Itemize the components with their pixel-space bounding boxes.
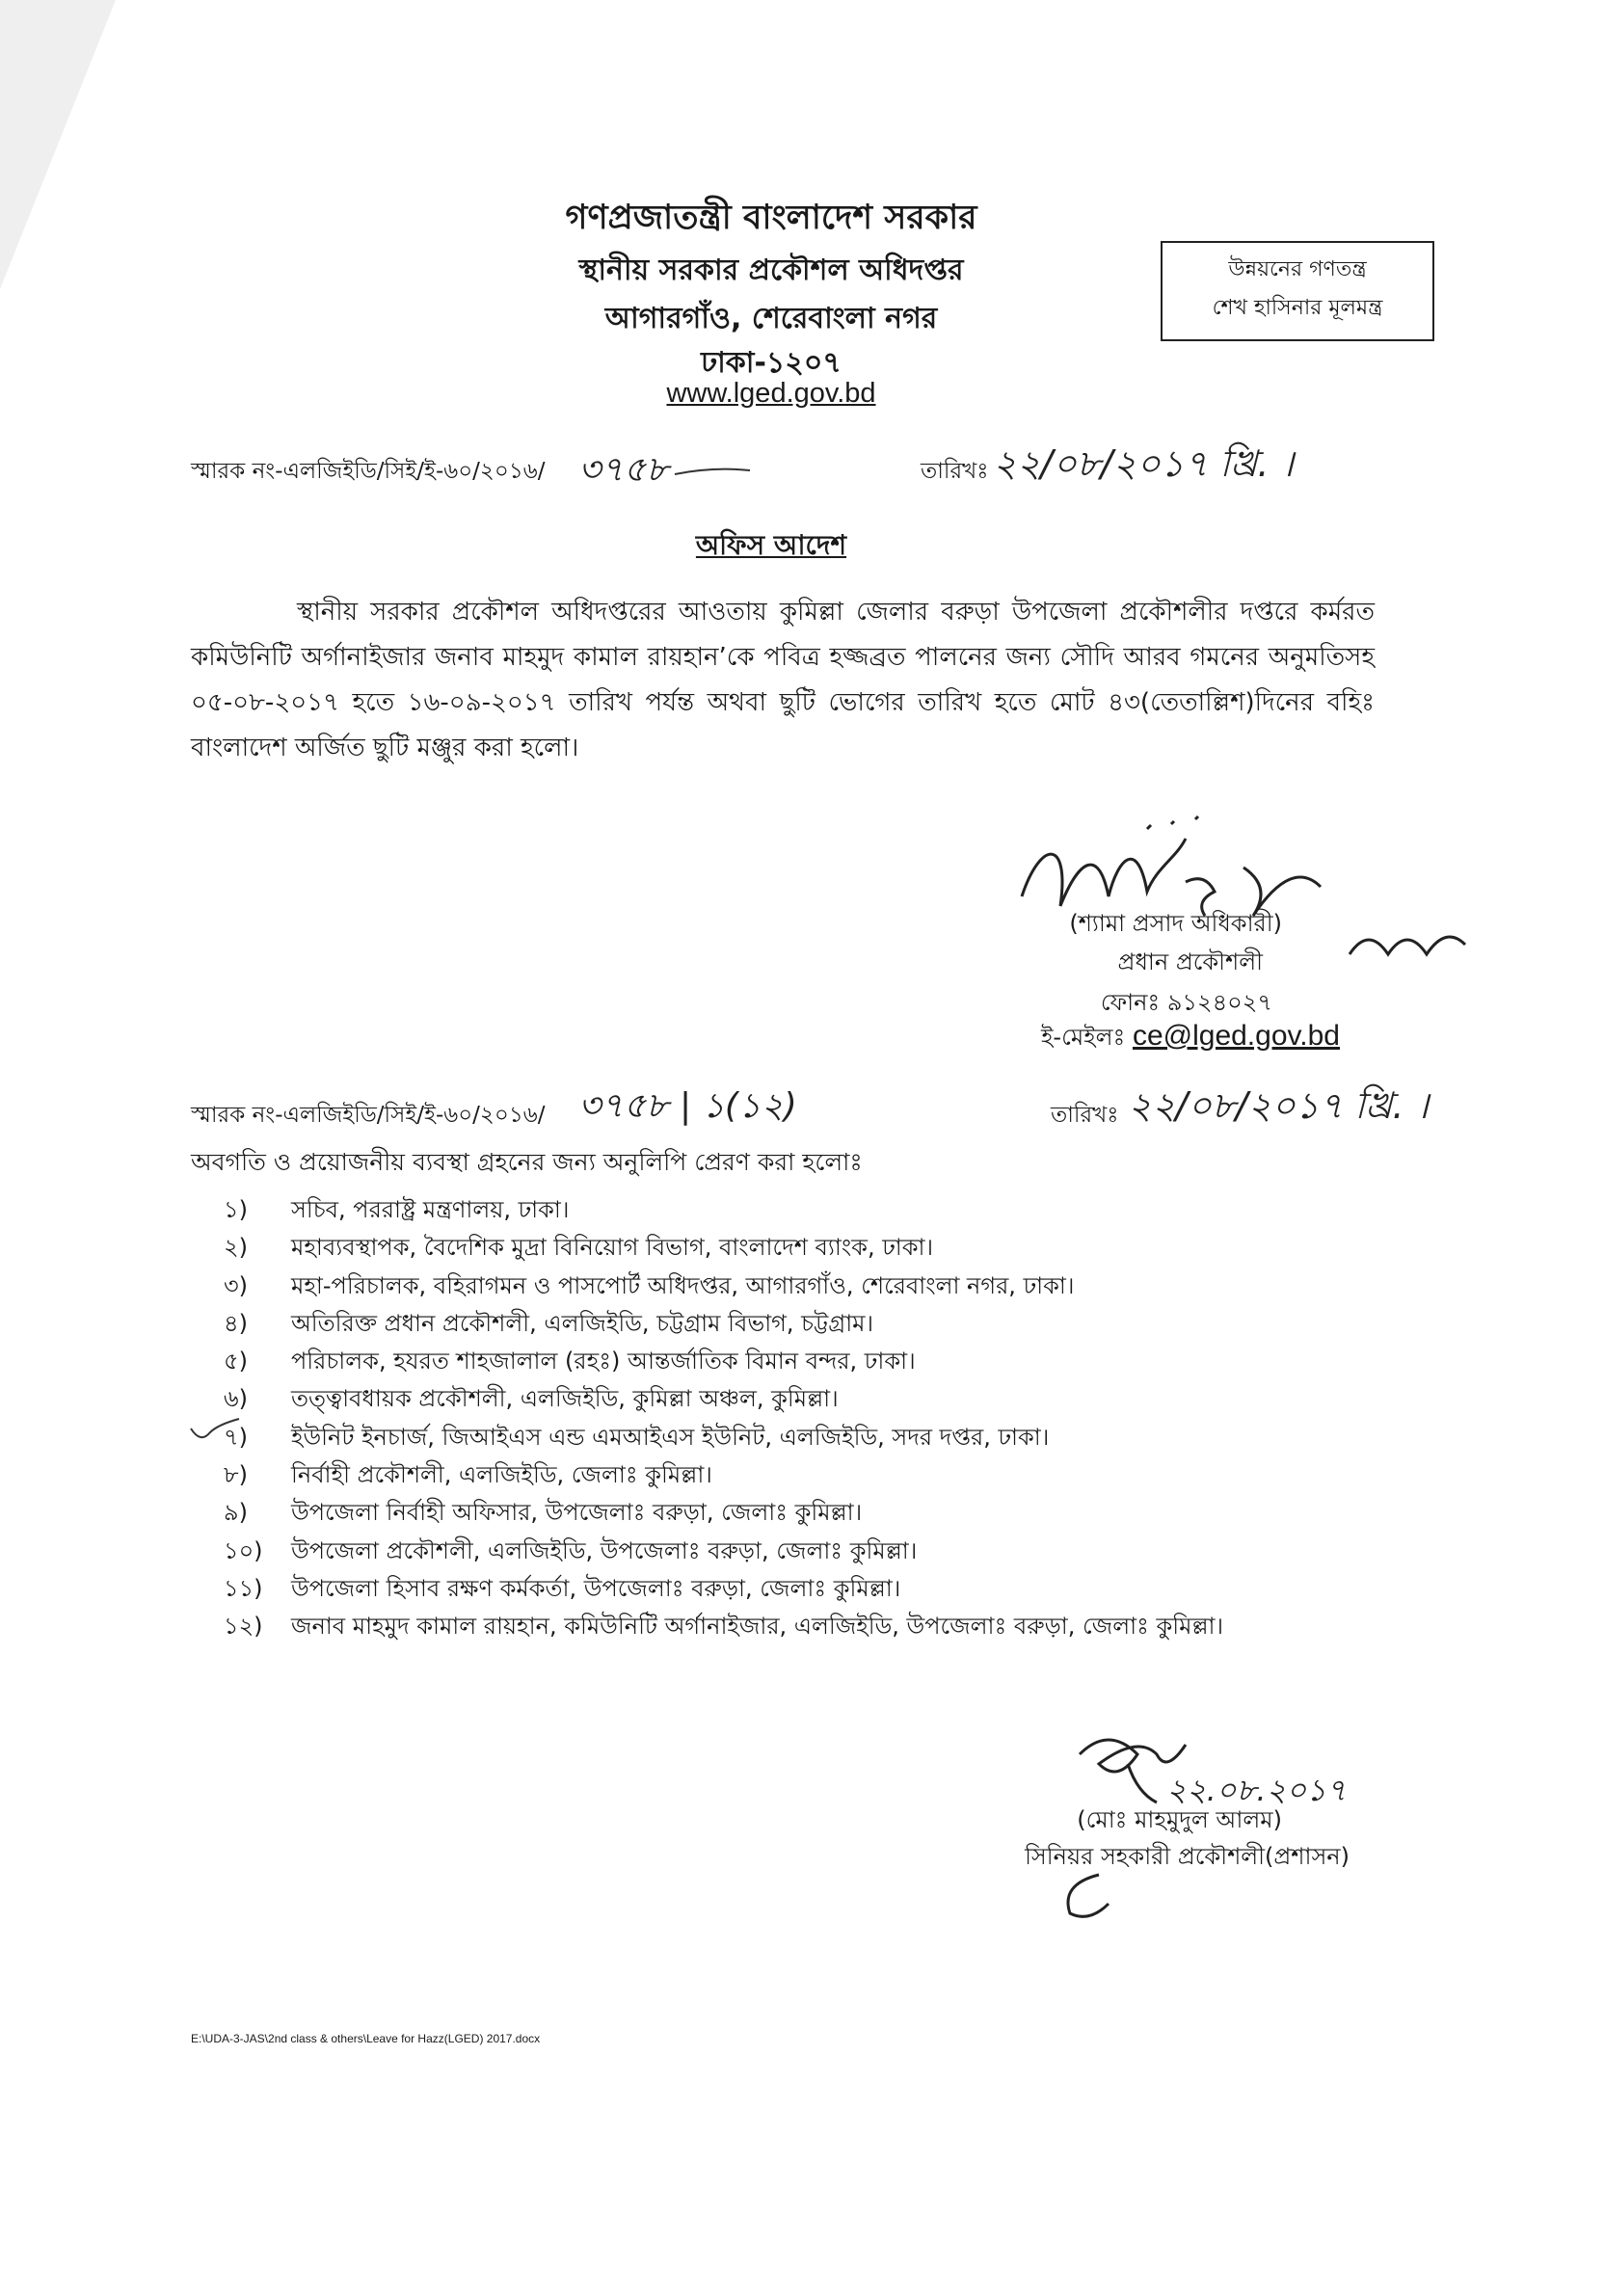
- list-item: [224, 1570, 1223, 1608]
- list-item-number: ৭): [224, 1423, 248, 1451]
- list-item-text: সচিব, পররাষ্ট্র মন্ত্রণালয়, ঢাকা।: [291, 1196, 570, 1223]
- list-item: [224, 1229, 1223, 1267]
- list-item-text: জনাব মাহমুদ কামাল রায়হান, কমিউনিটি অর্গানাইজার, এলজিইডি, উপজেলাঃ বরুড়া, জেলাঃ কুমিল্লা।: [291, 1613, 1224, 1641]
- list-item: [224, 1608, 1223, 1645]
- list-item-number: ৪): [224, 1309, 248, 1337]
- header-website[interactable]: www.lged.gov.bd: [666, 378, 876, 409]
- list-item: [224, 1533, 1223, 1570]
- list-item-number: ৬): [224, 1385, 248, 1413]
- list-item-number: ৯): [224, 1499, 248, 1527]
- email-label: ই-মেইলঃ: [1040, 1024, 1126, 1051]
- list-item-number: ৫): [224, 1348, 248, 1375]
- memo-number-label-2: স্মারক নং-এলজিইডি/সিই/ই-৬০/২০১৬/: [191, 1103, 546, 1128]
- list-item: [224, 1305, 1223, 1343]
- list-item: [224, 1494, 1223, 1532]
- header-city: ঢাকা-১২০৭: [701, 346, 842, 380]
- list-item-text: মহাব্যবস্থাপক, বৈদেশিক মুদ্রা বিনিয়োগ বিভাগ, বাংলাদেশ ব্যাংক, ঢাকা।: [291, 1234, 934, 1262]
- slogan-line-2: শেখ হাসিনার মূলমন্ত্র: [1212, 296, 1383, 320]
- list-item-number: ১২): [224, 1613, 263, 1641]
- header-address: আগারগাঁও, শেরেবাংলা নগর: [604, 302, 938, 335]
- header-department: স্থানীয় সরকার প্রকৌশল অধিদপ্তর: [578, 254, 964, 287]
- signatory-1-designation: প্রধান প্রকৌশলী: [1117, 948, 1263, 975]
- list-item: [224, 1419, 1223, 1456]
- signatory-1-name: (শ্যামা প্রসাদ অধিকারী): [1069, 910, 1282, 937]
- list-item: [224, 1268, 1223, 1305]
- list-item: [224, 1343, 1223, 1380]
- memo-date-label-2: তারিখঃ: [1051, 1103, 1119, 1128]
- memo-number-handwritten-2: ৩৭৫৮ | ১(১২): [578, 1086, 797, 1126]
- signatory-2-designation: সিনিয়র সহকারী প্রকৌশলী(প্রশাসন): [1025, 1843, 1350, 1870]
- list-item: [224, 1380, 1223, 1418]
- memo-date-handwritten-1: ২২/০৮/২০১৭ খ্রি. ।: [993, 442, 1295, 485]
- signatory-2-date-handwritten: ২২.০৮.২০১৭: [1166, 1772, 1347, 1808]
- memo-number-1: [191, 453, 545, 491]
- list-item-text: নির্বাহী প্রকৌশলী, এলজিইডি, জেলাঃ কুমিল্লা।: [291, 1461, 712, 1489]
- list-item-text: মহা-পরিচালক, বহিরাগমন ও পাসপোর্ট অধিদপ্তর, আগারগাঁও, শেরেবাংলা নগর, ঢাকা।: [291, 1271, 1075, 1299]
- signatory-1-email-row: [993, 1020, 1340, 1058]
- tick-mark: [189, 1417, 247, 1455]
- list-item-number: ২): [224, 1234, 248, 1262]
- initial-mark: [1060, 1870, 1128, 1928]
- email-link[interactable]: ce@lged.gov.bd: [1132, 1020, 1340, 1052]
- list-item-number: ৩): [224, 1271, 248, 1299]
- signatory-2-name: (মোঃ মাহমুদুল আলম): [1077, 1806, 1282, 1833]
- list-item-text: উপজেলা হিসাব রক্ষণ কর্মকর্তা, উপজেলাঃ বরুড়া, জেলাঃ কুমিল্লা।: [291, 1574, 901, 1602]
- cc-intro: অবগতি ও প্রয়োজনীয় ব্যবস্থা গ্রহনের জন্য অনুলিপি প্রেরণ করা হলোঃ: [191, 1148, 863, 1176]
- list-item-number: ১১): [224, 1574, 263, 1602]
- list-item-number: ১): [224, 1196, 248, 1223]
- footer-file-path: E:\UDA-3-JAS\2nd class & others\Leave for Hazz(LGED) 2017.docx: [191, 2032, 541, 2045]
- cc-list: [224, 1191, 1223, 1646]
- list-item-text: পরিচালক, হযরত শাহজালাল (রহঃ) আন্তর্জাতিক বিমান বন্দর, ঢাকা।: [291, 1348, 916, 1375]
- order-body: স্থানীয় সরকার প্রকৌশল অধিদপ্তরের আওতায় কুমিল্লা জেলার বরুড়া উপজেলা প্রকৌশলীর দপ্তরে কর্মরত কমিউনিটি অর্গানাইজার জনাব মাহমুদ কামাল রায়হান’কে পবিত্র হজ্জব্রত পালনের জন্য সৌদি আরব গমনের অনুমতিসহ ০৫-০৮-২০১৭ হতে ১৬-০৯-২০১৭ তারিখ পর্যন্ত অথবা ছুটি ভোগের তারিখ হতে মোট ৪৩(তেতাল্লিশ)দিনের বহিঃ বাংলাদেশ অর্জিত ছুটি মঞ্জুর করা হলো।: [191, 598, 1375, 762]
- list-item-text: উপজেলা প্রকৌশলী, এলজিইডি, উপজেলাঃ বরুড়া, জেলাঃ কুমিল্লা।: [291, 1536, 918, 1564]
- list-item-text: তত্ত্বাবধায়ক প্রকৌশলী, এলজিইডি, কুমিল্লা অঞ্চল, কুমিল্লা।: [291, 1385, 839, 1413]
- list-item-number: ১০): [224, 1536, 263, 1564]
- memo-date-handwritten-2: ২২/০৮/২০১৭ খ্রি. ।: [1128, 1084, 1430, 1127]
- memo-number-label: স্মারক নং-এলজিইডি/সিই/ই-৬০/২০১৬/: [191, 459, 546, 484]
- signatory-1-phone: ফোনঃ ৯১২৪০২৭: [1100, 989, 1272, 1016]
- list-item-text: ইউনিট ইনচার্জ, জিআইএস এন্ড এমআইএস ইউনিট, এলজিইডি, সদর দপ্তর, ঢাকা।: [291, 1423, 1050, 1451]
- list-item-text: উপজেলা নির্বাহী অফিসার, উপজেলাঃ বরুড়া, জেলাঃ কুমিল্লা।: [291, 1499, 863, 1527]
- pen-stroke: [675, 463, 752, 482]
- list-item-number: ৮): [224, 1461, 248, 1489]
- document-title: অফিস আদেশ: [695, 529, 847, 561]
- memo-number-2: [191, 1097, 545, 1135]
- header-government: গণপ্রজাতন্ত্রী বাংলাদেশ সরকার: [565, 199, 977, 237]
- list-item: [224, 1191, 1223, 1229]
- list-item: [224, 1456, 1223, 1494]
- slogan-box: [1161, 241, 1434, 341]
- memo-number-handwritten: ৩৭৫৮: [578, 450, 669, 490]
- slogan-line-1: উন্নয়নের গণতন্ত্র: [1228, 257, 1367, 281]
- memo-date-label-1: তারিখঃ: [921, 459, 989, 484]
- list-item-text: অতিরিক্ত প্রধান প্রকৌশলী, এলজিইডি, চট্টগ্রাম বিভাগ, চট্টগ্রাম।: [291, 1309, 874, 1337]
